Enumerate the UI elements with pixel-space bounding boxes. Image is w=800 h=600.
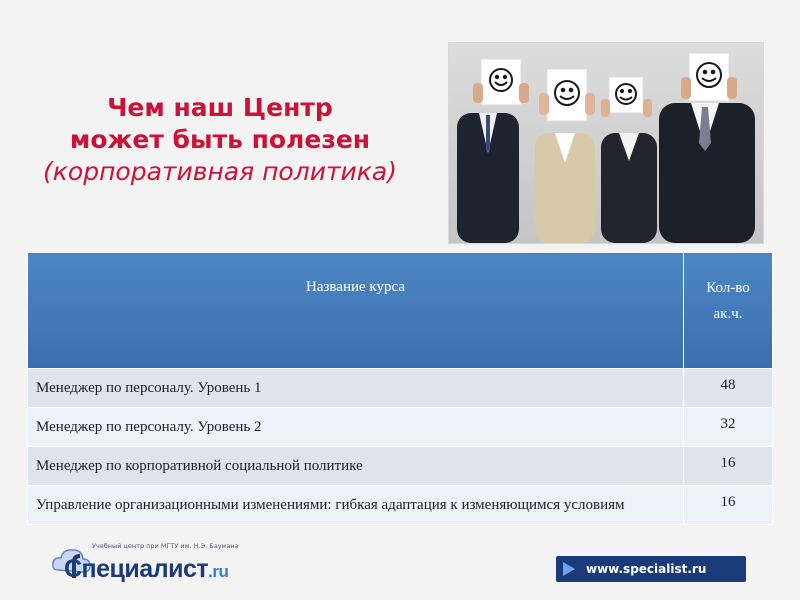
table-row xyxy=(28,408,773,447)
course-name: Менеджер по корпоративной социальной политике xyxy=(28,447,684,486)
play-arrow-icon xyxy=(562,561,576,577)
logo-brand-text: Специалист xyxy=(64,555,209,583)
course-hours: 16 xyxy=(684,486,773,525)
slide-title xyxy=(10,92,430,188)
table-row xyxy=(28,447,773,486)
title-line-2: может быть полезен xyxy=(69,125,371,154)
courses-table xyxy=(27,252,773,525)
table-row xyxy=(28,369,773,408)
title-line-1: Чем наш Центр xyxy=(107,93,333,122)
specialist-logo[interactable] xyxy=(44,538,254,588)
course-name: Менеджер по персоналу. Уровень 2 xyxy=(28,408,684,447)
person-3 xyxy=(601,77,657,243)
team-illustration xyxy=(449,43,763,243)
title-subtitle: (корпоративная политика) xyxy=(43,157,397,186)
team-photo xyxy=(448,42,764,244)
logo-tagline: Учебный центр при МГТУ им. Н.Э. Баумана xyxy=(92,542,239,550)
course-name: Управление организационными изменениями: гибкая адаптация к изменяющимся условиям xyxy=(28,486,684,525)
hours-header-line-2: ак.ч. xyxy=(713,306,743,322)
course-name: Менеджер по персоналу. Уровень 1 xyxy=(28,369,684,408)
course-hours: 32 xyxy=(684,408,773,447)
logo-brand xyxy=(64,555,228,584)
logo-tld: .ru xyxy=(208,562,229,581)
hours-header-line-1: Кол-во xyxy=(706,280,750,296)
website-url: www.specialist.ru xyxy=(586,562,707,576)
website-link[interactable] xyxy=(556,556,746,582)
person-2 xyxy=(535,69,595,243)
table-header-row xyxy=(28,253,773,369)
hours-header xyxy=(684,253,773,369)
course-hours: 16 xyxy=(684,447,773,486)
table-row xyxy=(28,486,773,525)
course-name-header: Название курса xyxy=(28,253,684,369)
course-hours: 48 xyxy=(684,369,773,408)
